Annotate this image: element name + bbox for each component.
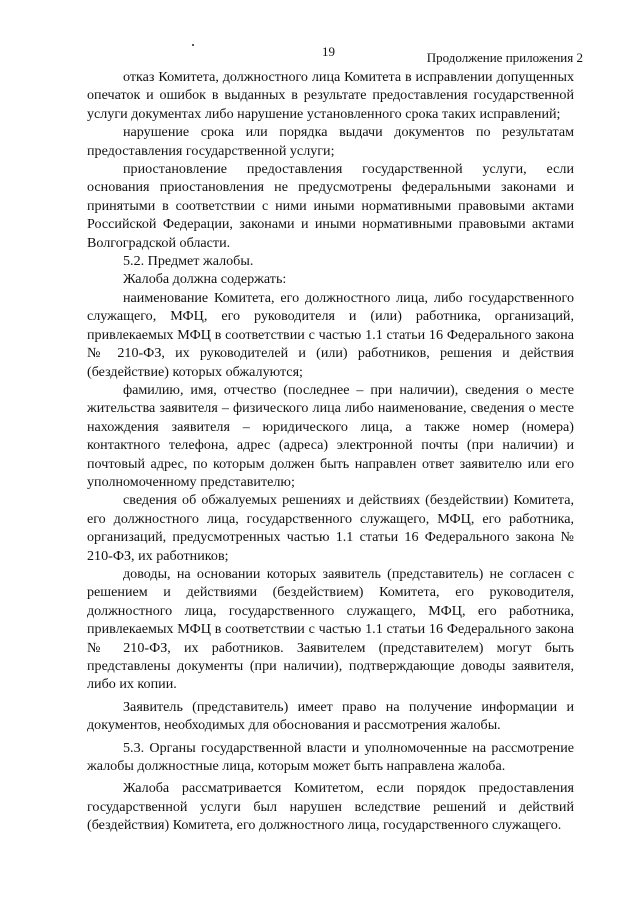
paragraph: фамилию, имя, отчество (последнее – при наличии), сведения о месте жительства заявителя – физического лица либо наименование, сведения о месте нахождения заявителя – юридического лица, а также номер (номера) контактного телефона, адрес (адреса) электронной почты (при наличии) и почтовый адрес, по которым должен быть направлен ответ заявителю или его уполномоченному представителю; <box>87 381 574 490</box>
paragraph: приостановление предоставления государственной услуги, если основания приостановления не предусмотрены федеральными законами и принятыми в соответствии с ними иными нормативными правовыми актами Российской Федерации, законами и иными нормативными правовыми актами Волгоградской области. <box>87 161 574 251</box>
scan-speck <box>192 44 194 46</box>
paragraph: доводы, на основании которых заявитель (представитель) не согласен с решением и действиями (бездействием) Комитета, его руководителя, должностного лица, государственного служащего, МФЦ, его работника, привлекаемых МФЦ в соответствии с частью 1.1 статьи 16 Федерального закона № 210-ФЗ, их работников. Заявителем (представителем) могут быть представлены документы (при наличии), подтверждающие доводы заявителя, либо их копии. <box>87 565 574 693</box>
page-number: 19 <box>322 44 335 59</box>
section-heading: 5.3. Органы государственной власти и уполномоченные на рассмотрение жалобы должностные лица, которым может быть направлена жалоба. <box>87 739 574 775</box>
paragraph: наименование Комитета, его должностного лица, либо государственного служащего, МФЦ, его руководителя и (или) работника, организаций, привлекаемых МФЦ в соответствии с частью 1.1 статьи 16 Федерального закона № 210-ФЗ, их руководителей и (или) работников, решения и действия (бездействие) которых обжалуются; <box>87 289 574 380</box>
paragraph: Заявитель (представитель) имеет право на получение информации и документов, необходимых для обоснования и рассмотрения жалобы. <box>87 698 574 734</box>
section-heading: 5.2. Предмет жалобы. <box>123 253 254 270</box>
document-body <box>87 68 574 835</box>
paragraph: Жалоба должна содержать: <box>123 271 287 288</box>
paragraph: Жалоба рассматривается Комитетом, если порядок предоставления государственной услуги был нарушен вследствие решений и действий (бездействия) Комитета, его должностного лица, государственного служащего. <box>87 780 574 834</box>
appendix-continuation-note: Продолжение приложения 2 <box>426 50 583 65</box>
paragraph: сведения об обжалуемых решениях и действиях (бездействии) Комитета, его должностного лица, государственного служащего, МФЦ, его работника, организаций, предусмотренных частью 1.1 статьи 16 Федерального закона № 210-ФЗ, их работников; <box>87 492 574 564</box>
paragraph: отказ Комитета, должностного лица Комитета в исправлении допущенных опечаток и ошибок в выданных в результате предоставления государственной услуги документах либо нарушение установленного срока таких исправлений; <box>87 69 574 122</box>
paragraph: нарушение срока или порядка выдачи документов по результатам предоставления государственной услуги; <box>87 124 574 159</box>
